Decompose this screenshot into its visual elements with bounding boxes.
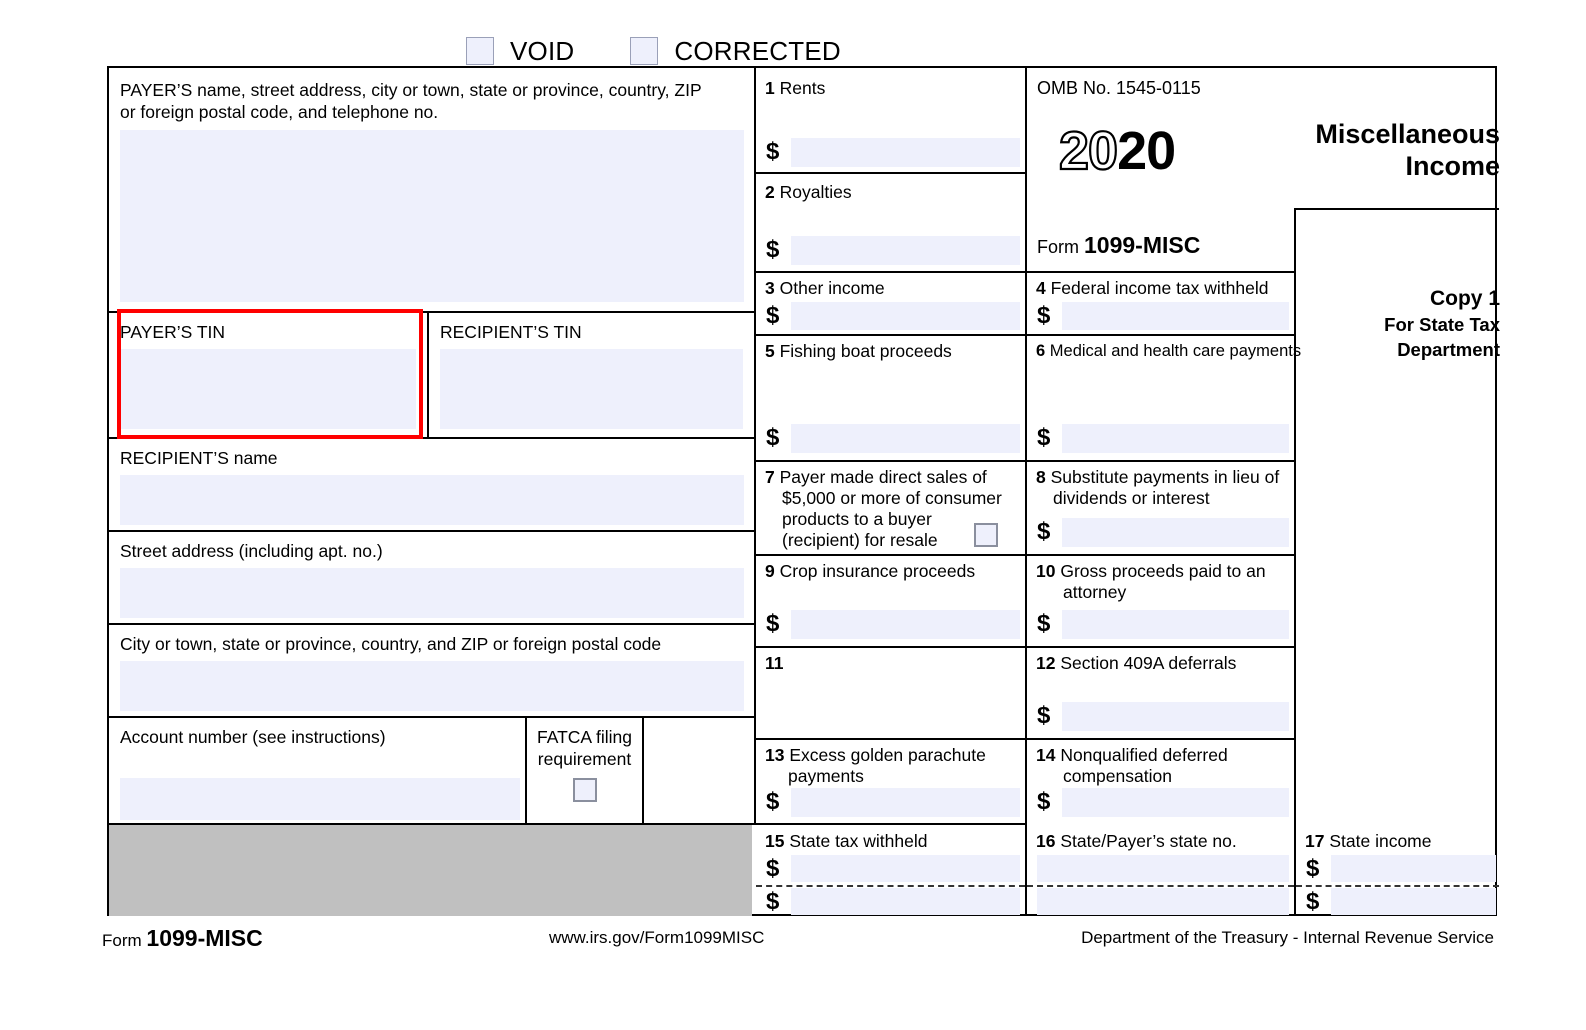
- box-1-rents[interactable]: [756, 68, 1025, 172]
- form-1099-misc-grid: [107, 66, 1497, 916]
- box-15-label: State tax withheld: [789, 831, 928, 851]
- box-15-dollar-sign-1: $: [766, 855, 780, 882]
- box-14-dollar-sign: $: [1037, 788, 1051, 815]
- recipient-name-cell[interactable]: [109, 437, 754, 530]
- form-title-line1: Miscellaneous: [1315, 119, 1500, 149]
- street-address-input[interactable]: [120, 568, 744, 618]
- footer-form-identifier: [102, 925, 263, 952]
- box-9-dollar-sign: $: [766, 610, 780, 637]
- spare-cell: [644, 716, 754, 823]
- box-9-crop-insurance[interactable]: [756, 554, 1025, 646]
- box-7-label-line3: products to a buyer: [782, 509, 932, 529]
- box-17-input-1[interactable]: [1331, 855, 1496, 882]
- box-12-input[interactable]: [1062, 702, 1289, 731]
- box-15-dollar-sign-2: $: [766, 888, 780, 915]
- recipient-name-label: RECIPIENT’S name: [120, 448, 278, 468]
- box-1-input[interactable]: [791, 138, 1020, 167]
- fatca-checkbox[interactable]: [573, 778, 597, 802]
- void-checkbox[interactable]: [466, 37, 494, 65]
- box-14-nonqualified-deferred-compensation[interactable]: [1027, 738, 1294, 823]
- box-14-label-line1: Nonqualified deferred: [1060, 745, 1228, 765]
- box-17-input-2[interactable]: [1331, 888, 1496, 915]
- box-17-dollar-sign-2: $: [1306, 888, 1320, 915]
- box-17-number: 17: [1305, 831, 1325, 851]
- box-5-input[interactable]: [791, 424, 1020, 453]
- box-12-section-409a-deferrals[interactable]: [1027, 646, 1294, 738]
- footer-form-word: Form: [102, 931, 142, 950]
- box-2-number: 2: [765, 182, 775, 202]
- box-16-label: State/Payer’s state no.: [1060, 831, 1237, 851]
- box-7-label-line1: Payer made direct sales of: [779, 467, 987, 487]
- account-number-cell[interactable]: [109, 716, 525, 823]
- box-10-input[interactable]: [1062, 610, 1289, 639]
- box-7-checkbox[interactable]: [974, 523, 998, 547]
- gray-shaded-block: [109, 825, 752, 916]
- recipient-tin-label: RECIPIENT’S TIN: [440, 322, 582, 342]
- corrected-checkbox[interactable]: [630, 37, 658, 65]
- box-3-input[interactable]: [791, 302, 1020, 330]
- corrected-label: CORRECTED: [674, 35, 841, 66]
- footer-url[interactable]: www.irs.gov/Form1099MISC: [549, 928, 765, 947]
- box-6-label: Medical and health care payments: [1049, 342, 1302, 360]
- box-2-royalties[interactable]: [756, 172, 1025, 271]
- box-10-label-line1: Gross proceeds paid to an: [1060, 561, 1266, 581]
- box-8-label-line1: Substitute payments in lieu of: [1050, 467, 1280, 487]
- box-16-input-2[interactable]: [1037, 888, 1289, 915]
- footer-agency: Department of the Treasury - Internal Revenue Service: [1081, 928, 1494, 947]
- box-13-label-line2: payments: [788, 766, 864, 786]
- box-5-dollar-sign: $: [766, 424, 780, 451]
- box-2-dollar-sign: $: [766, 236, 780, 263]
- tax-year: [1059, 121, 1176, 181]
- street-address-cell[interactable]: [109, 530, 754, 623]
- box-7-label-line2: $5,000 or more of consumer: [782, 488, 1002, 508]
- box-8-substitute-payments[interactable]: [1027, 460, 1294, 554]
- box-4-number: 4: [1036, 278, 1046, 298]
- footer-form-number: 1099-MISC: [146, 925, 263, 951]
- box-3-label: Other income: [779, 278, 885, 298]
- box-17-dash-divider: [1296, 885, 1499, 887]
- box-4-input[interactable]: [1062, 302, 1289, 330]
- box-1-dollar-sign: $: [766, 138, 780, 165]
- account-number-input[interactable]: [120, 778, 520, 820]
- recipient-tin-cell[interactable]: [429, 311, 754, 437]
- copy-for-line2: Department: [1397, 339, 1500, 360]
- account-number-label: Account number (see instructions): [120, 727, 386, 747]
- box-5-label: Fishing boat proceeds: [779, 341, 952, 361]
- box-10-dollar-sign: $: [1037, 610, 1051, 637]
- box-3-dollar-sign: $: [766, 302, 780, 329]
- payer-address-cell[interactable]: [109, 68, 754, 311]
- box-6-medical-health-care-payments[interactable]: [1027, 334, 1302, 460]
- box-6-number: 6: [1036, 342, 1046, 360]
- box-1-number: 1: [765, 78, 775, 98]
- fatca-label-line2: requirement: [537, 749, 632, 769]
- void-label: VOID: [510, 35, 575, 66]
- box-5-fishing-boat-proceeds[interactable]: [756, 334, 1025, 460]
- box-7-direct-sales[interactable]: [756, 460, 1025, 554]
- form-title-line2: Income: [1405, 151, 1500, 181]
- form-footer: [102, 925, 1494, 955]
- box-15-number: 15: [765, 831, 785, 851]
- box-4-label: Federal income tax withheld: [1050, 278, 1269, 298]
- box-13-excess-golden-parachute[interactable]: [756, 738, 1025, 823]
- box-11-number: 11: [765, 653, 784, 673]
- city-state-zip-cell[interactable]: [109, 623, 754, 716]
- omb-year-form-cell: [1027, 68, 1294, 271]
- box-8-label-line2: dividends or interest: [1053, 488, 1210, 508]
- box-8-dollar-sign: $: [1037, 518, 1051, 545]
- box-7-label-line4: (recipient) for resale: [782, 530, 938, 550]
- box-9-label: Crop insurance proceeds: [779, 561, 976, 581]
- box-14-label-line2: compensation: [1063, 766, 1172, 786]
- box-9-number: 9: [765, 561, 775, 581]
- box-17-dollar-sign-1: $: [1306, 855, 1320, 882]
- copy-area: [1296, 208, 1499, 825]
- copy-for-line1: For State Tax: [1384, 314, 1500, 335]
- box-2-label: Royalties: [779, 182, 852, 202]
- box-15-input-1[interactable]: [791, 855, 1020, 882]
- box-13-number: 13: [765, 745, 785, 765]
- payer-tin-input[interactable]: [120, 349, 416, 429]
- box-15-state-tax-withheld[interactable]: [756, 825, 1025, 916]
- box-16-input-1[interactable]: [1037, 855, 1289, 882]
- box-6-input[interactable]: [1062, 424, 1289, 453]
- box-11[interactable]: [756, 646, 1025, 738]
- copy-number: Copy 1: [1429, 287, 1500, 310]
- form-number: 1099-MISC: [1084, 232, 1201, 258]
- form-word: Form: [1037, 237, 1079, 257]
- box-4-dollar-sign: $: [1037, 302, 1051, 329]
- city-state-zip-input[interactable]: [120, 661, 744, 711]
- payer-address-label-line2: or foreign postal code, and telephone no.: [120, 102, 439, 122]
- box-1-label: Rents: [779, 78, 826, 98]
- box-16-number: 16: [1036, 831, 1056, 851]
- box-13-label-line1: Excess golden parachute: [789, 745, 986, 765]
- box-10-label-line2: attorney: [1063, 582, 1127, 602]
- box-16-dash-divider: [1027, 885, 1294, 887]
- box-13-dollar-sign: $: [766, 788, 780, 815]
- box-15-input-2[interactable]: [791, 888, 1020, 915]
- box-17-state-income[interactable]: [1296, 825, 1499, 916]
- payer-tin-cell[interactable]: [109, 311, 427, 437]
- box-6-dollar-sign: $: [1037, 424, 1051, 451]
- form-identifier: [1037, 232, 1200, 259]
- box-14-number: 14: [1036, 745, 1056, 765]
- city-state-zip-label: City or town, state or province, country, and ZIP or foreign postal code: [120, 634, 662, 654]
- fatca-cell[interactable]: [527, 716, 642, 823]
- box-12-dollar-sign: $: [1037, 702, 1051, 729]
- tax-year-solid: 20: [1117, 121, 1176, 181]
- recipient-name-input[interactable]: [120, 475, 744, 525]
- box-16-state-payer-state-no[interactable]: [1027, 825, 1294, 916]
- recipient-tin-input[interactable]: [440, 349, 743, 429]
- box-5-number: 5: [765, 341, 775, 361]
- box-7-number: 7: [765, 467, 775, 487]
- box-12-label: Section 409A deferrals: [1060, 653, 1237, 673]
- omb-number: OMB No. 1545-0115: [1037, 78, 1201, 98]
- box-15-dash-divider: [756, 885, 1025, 887]
- box-13-input[interactable]: [791, 788, 1020, 817]
- box-14-input[interactable]: [1062, 788, 1289, 817]
- tax-year-hollow: 20: [1059, 121, 1118, 181]
- box-3-number: 3: [765, 278, 775, 298]
- payer-address-input[interactable]: [120, 130, 744, 302]
- box-10-number: 10: [1036, 561, 1056, 581]
- box-10-gross-proceeds-attorney[interactable]: [1027, 554, 1294, 646]
- box-17-label: State income: [1329, 831, 1432, 851]
- box-2-input[interactable]: [791, 236, 1020, 265]
- void-corrected-row: [466, 34, 1066, 68]
- box-9-input[interactable]: [791, 610, 1020, 639]
- fatca-label-line1: FATCA filing: [537, 727, 632, 747]
- box-4-federal-income-tax-withheld[interactable]: [1027, 271, 1294, 334]
- box-3-other-income[interactable]: [756, 271, 1025, 334]
- box-8-input[interactable]: [1062, 518, 1289, 547]
- payer-address-label-line1: PAYER’S name, street address, city or town, state or province, country, ZIP: [120, 80, 702, 100]
- box-12-number: 12: [1036, 653, 1056, 673]
- payer-tin-label: PAYER’S TIN: [120, 322, 226, 342]
- box-8-number: 8: [1036, 467, 1046, 487]
- street-address-label: Street address (including apt. no.): [120, 541, 383, 561]
